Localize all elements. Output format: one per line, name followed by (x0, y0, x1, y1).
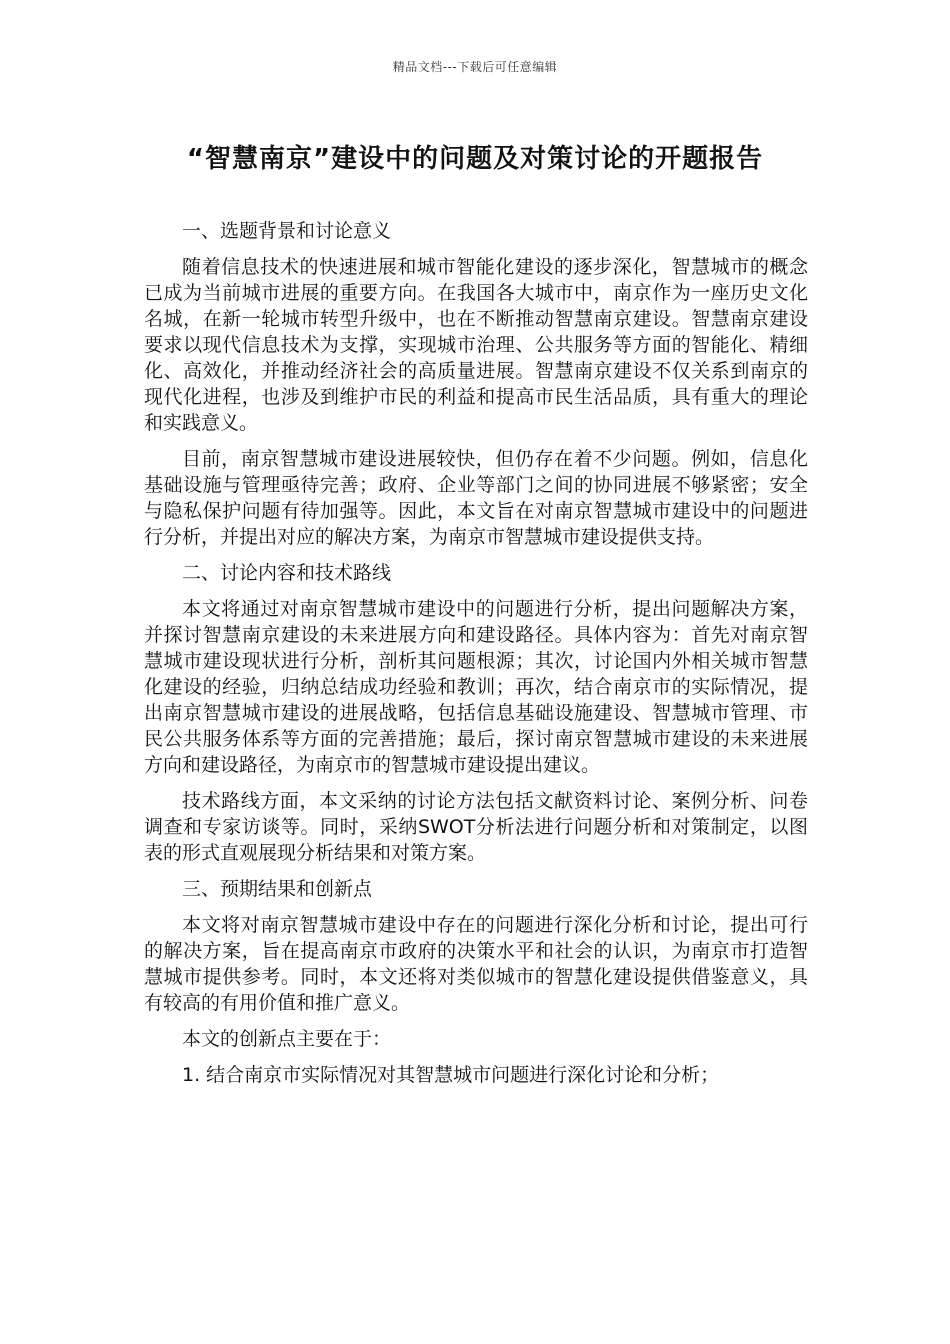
paragraph-method: 技术路线方面，本文采纳的讨论方法包括文献资料讨论、案例分析、问卷调查和专家访谈等。同时，采纳SWOT分析法进行问题分析和对策制定，以图表的形式直观展现分析结果和对策方案。 (144, 790, 808, 864)
header-note: 精品文档---下载后可任意编辑 (392, 60, 558, 74)
paragraph-content: 本文将通过对南京智慧城市建设中的问题进行分析，提出问题解决方案，并探讨智慧南京建设的未来进展方向和建设路径。具体内容为：首先对南京智慧城市建设现状进行分析，剖析其问题根源；其次，讨论国内外相关城市智慧化建设的经验，归纳总结成功经验和教训；再次，结合南京市的实际情况，提出南京智慧城市建设的进展战略，包括信息基础设施建设、智慧城市管理、市民公共服务体系等方面的完善措施；最后，探讨南京智慧城市建设的未来进展方向和建设路径，为南京市的智慧城市建设提出建议。 (144, 598, 808, 776)
paragraph-background: 随着信息技术的快速进展和城市智能化建设的逐步深化，智慧城市的概念已成为当前城市进展的重要方向。在我国各大城市中，南京作为一座历史文化名城，在新一轮城市转型升级中，也在不断推动智慧南京建设。智慧南京建设要求以现代信息技术为支撑，实现城市治理、公共服务等方面的智能化、精细化、高效化，并推动经济社会的高质量进展。智慧南京建设不仅关系到南京的现代化进程，也涉及到维护市民的利益和提高市民生活品质，具有重大的理论和实践意义。 (144, 256, 808, 434)
document-body (144, 218, 808, 1098)
document-title: “智慧南京”建设中的问题及对策讨论的开题报告 (186, 144, 764, 174)
section-heading-2: 二、讨论内容和技术路线 (182, 562, 392, 584)
section-heading-3: 三、预期结果和创新点 (182, 878, 373, 900)
paragraph-problems: 目前，南京智慧城市建设进展较快，但仍存在着不少问题。例如，信息化基础设施与管理亟待完善；政府、企业等部门之间的协同进展不够紧密；安全与隐私保护问题有待加强等。因此，本文旨在对南京智慧城市建设中的问题进行分析，并提出对应的解决方案，为南京市智慧城市建设提供支持。 (144, 448, 808, 548)
paragraph-expected-results: 本文将对南京智慧城市建设中存在的问题进行深化分析和讨论，提出可行的解决方案，旨在提高南京市政府的决策水平和社会的认识，为南京市打造智慧城市提供参考。同时，本文还将对类似城市的智慧化建设提供借鉴意义，具有较高的有用价值和推广意义。 (144, 914, 808, 1014)
list-item-innovation-1: 1. 结合南京市实际情况对其智慧城市问题进行深化讨论和分析； (182, 1064, 720, 1086)
paragraph-innovation-intro: 本文的创新点主要在于： (182, 1028, 392, 1050)
section-heading-1: 一、选题背景和讨论意义 (182, 220, 392, 242)
